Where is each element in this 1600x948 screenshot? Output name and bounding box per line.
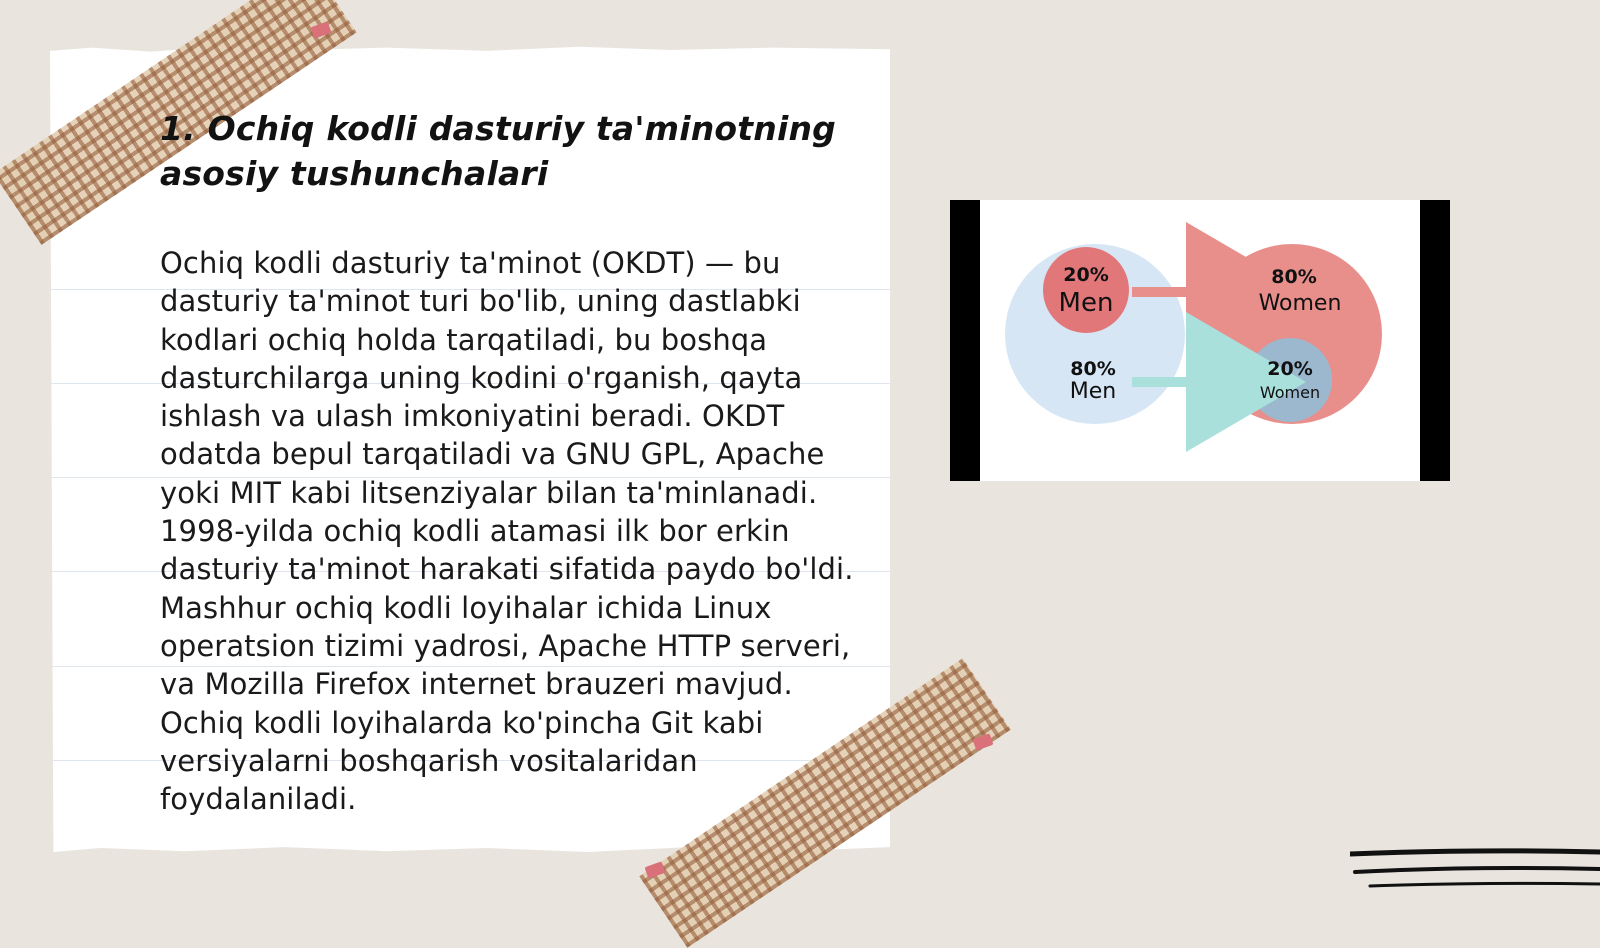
label-bottom-right-pct: 20% (1267, 358, 1313, 380)
slide-body-text: Ochiq kodli dasturiy ta'minot (OKDT) — bu dasturiy ta'minot turi bo'lib, uning dastlabki kodlari ochiq holda tarqatiladi, bu boshqa dasturchilarga uning kodini o'rganish, qayta ishlash va ulash imkoniyatini beradi. OKDT odatda bepul tarqatiladi va GNU GPL, Apache yoki MIT kabi litsenziyalar bilan ta'minlanadi. 1998-yilda ochiq kodli atamasi ilk bor erkin dasturiy ta'minot harakati sifatida paydo bo'ldi. Mashhur ochiq kodli loyihalar ichida Linux operatsion tizimi yadrosi, Apache HTTP serveri, va Mozilla Firefox internet brauzeri mavjud. Ochiq kodli loyihalarda ko'pincha Git kabi versiyalarni boshqarish vositalaridan foydalaniladi. (160, 246, 854, 817)
label-bottom-left-pct: 80% (1070, 358, 1116, 380)
label-top-right-women: Women (1258, 291, 1342, 316)
women-small-circle (1248, 338, 1332, 422)
label-top-left-men: Men (1058, 288, 1114, 318)
left-black-bar (950, 200, 980, 481)
right-black-bar (1420, 200, 1450, 481)
diagram-svg (950, 200, 1450, 481)
label-top-right-pct: 80% (1271, 266, 1317, 288)
slide-title: 1. Ochiq kodli dasturiy ta'minotning asosiy tushunchalari (160, 109, 836, 193)
label-bottom-left-men: Men (1069, 379, 1117, 404)
label-top-left-pct: 20% (1063, 264, 1109, 286)
percentage-diagram (950, 200, 1450, 481)
decorative-brush-lines (1350, 846, 1600, 896)
label-bottom-right-women: Women (1259, 383, 1321, 402)
